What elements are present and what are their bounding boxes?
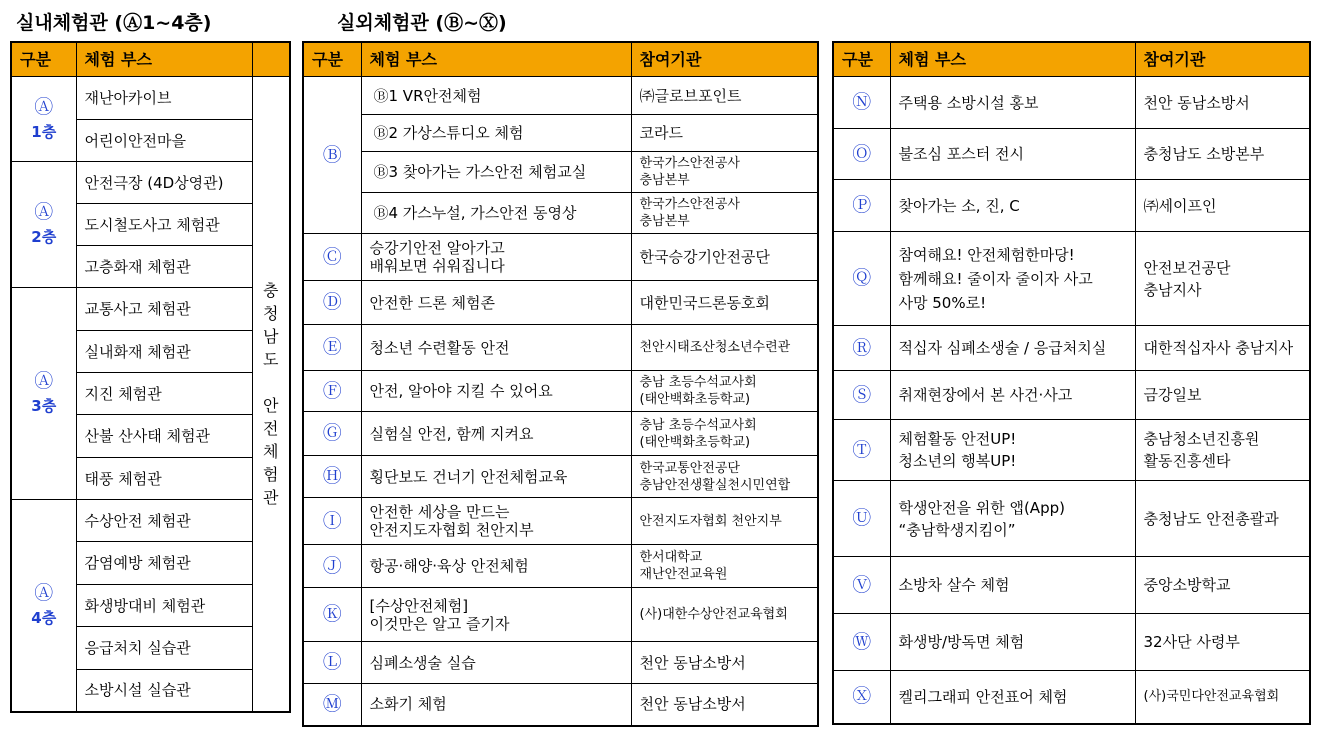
booth-line: 화생방/방독면 체험 <box>898 633 1025 651</box>
category-cell <box>833 420 890 481</box>
booth-name <box>890 232 1135 326</box>
category-cell <box>833 180 890 232</box>
org-line: 코라드 <box>639 124 683 142</box>
booth-row <box>303 77 818 115</box>
booth-name: 지진 체험관 <box>76 373 252 415</box>
org-line: 천안 동남소방서 <box>1143 93 1250 112</box>
booth-name <box>361 371 631 412</box>
org-name <box>631 588 818 642</box>
floor-symbol: Ⓐ <box>34 201 54 223</box>
booth-line: 안전한 세상을 만드는 <box>369 503 510 521</box>
booth-line: 학생안전을 위한 앱(App) <box>898 498 1065 517</box>
booth-row <box>833 371 1310 420</box>
booth-line: 주택용 소방시설 홍보 <box>898 93 1039 112</box>
category-cell <box>833 371 890 420</box>
org-name <box>631 193 818 234</box>
org-char: 청 <box>263 303 279 323</box>
org-line: 천안 동남소방서 <box>639 695 746 714</box>
booth-row <box>11 500 290 542</box>
booth-line: 배워보면 쉬워집니다 <box>369 257 505 275</box>
floor-label: 2층 <box>31 228 57 246</box>
booth-line: 항공·해양·육상 안전체험 <box>369 557 529 575</box>
booth-name <box>890 671 1135 724</box>
booth-name <box>361 588 631 642</box>
header-org <box>252 42 290 77</box>
org-char: 남 <box>263 326 279 346</box>
category-cell <box>833 77 890 129</box>
header-booth: 체험 부스 <box>890 42 1135 77</box>
org-line: 천안 동남소방서 <box>639 653 746 672</box>
org-name <box>1135 129 1310 180</box>
org-name <box>631 412 818 456</box>
booth-name: 실내화재 체험관 <box>76 331 252 373</box>
booth-name: Ⓑ4 가스누설, 가스안전 동영상 <box>361 193 631 234</box>
org-name <box>1135 180 1310 232</box>
org-char: 체 <box>263 441 279 461</box>
booth-name <box>361 545 631 588</box>
booth-row <box>833 232 1310 326</box>
booth-name: 소방시설 실습관 <box>76 670 252 712</box>
booth-line: 이것만은 알고 즐기자 <box>369 614 510 633</box>
booth-row <box>303 371 818 412</box>
category-symbol: Ⓔ <box>322 336 342 358</box>
category-symbol: Ⓠ <box>852 267 872 289</box>
booth-name <box>361 642 631 684</box>
org-name <box>631 371 818 412</box>
booth-row <box>303 498 818 545</box>
booth-name: 화생방대비 체험관 <box>76 585 252 627</box>
booth-line: 소화기 체험 <box>369 695 447 714</box>
org-line: 안전지도자협회 천안지부 <box>639 513 782 529</box>
org-line: 금강일보 <box>1143 386 1202 404</box>
category-cell <box>833 481 890 557</box>
category-symbol: Ⓣ <box>852 438 872 461</box>
booth-name: Ⓑ3 찾아가는 가스안전 체험교실 <box>361 152 631 193</box>
booth-name: 감염예방 체험관 <box>76 542 252 585</box>
category-cell <box>833 557 890 614</box>
booth-row <box>833 671 1310 724</box>
floor-symbol: Ⓐ <box>34 581 54 604</box>
booth-name <box>890 481 1135 557</box>
booth-name <box>890 557 1135 614</box>
category-cell <box>303 456 361 498</box>
booth-row <box>11 288 290 331</box>
org-line: (태안백화초등학교) <box>639 434 751 450</box>
org-name <box>631 115 818 152</box>
org-line: 32사단 사령부 <box>1143 633 1240 651</box>
booth-name <box>361 412 631 456</box>
category-symbol: Ⓛ <box>322 651 342 673</box>
org-name <box>1135 557 1310 614</box>
booth-row <box>303 545 818 588</box>
org-name <box>1135 77 1310 129</box>
booth-row <box>303 152 818 193</box>
booth-name: Ⓑ1 VR안전체험 <box>361 77 631 115</box>
booth-line: 참여해요! 안전체험한마당! <box>898 245 1075 264</box>
category-cell <box>303 588 361 642</box>
category-cell <box>303 412 361 456</box>
org-name <box>631 77 818 115</box>
booth-name: Ⓑ2 가상스튜디오 체험 <box>361 115 631 152</box>
org-char: 험 <box>263 464 279 484</box>
org-name <box>631 684 818 726</box>
floor-label: 3층 <box>31 397 57 415</box>
org-char <box>255 371 288 394</box>
booth-name <box>361 281 631 325</box>
org-line: ㈜글로브포인트 <box>639 86 742 105</box>
floor-symbol: Ⓐ <box>34 370 54 392</box>
booth-name: 산불 산사태 체험관 <box>76 415 252 458</box>
booth-row <box>11 162 290 204</box>
category-symbol: Ⓡ <box>852 336 872 359</box>
booth-row <box>303 412 818 456</box>
indoor-table <box>10 41 291 713</box>
booth-row <box>303 456 818 498</box>
booth-name <box>890 77 1135 129</box>
booth-row <box>303 684 818 726</box>
booth-row <box>303 115 818 152</box>
category-symbol: Ⓙ <box>322 554 342 577</box>
category-symbol: Ⓕ <box>322 379 342 402</box>
booth-row <box>833 420 1310 481</box>
header-org: 참여기관 <box>631 42 818 77</box>
header-category: 구분 <box>303 42 361 77</box>
booth-line: 체험활동 안전UP! <box>898 430 1017 448</box>
booth-line: 소방차 살수 체험 <box>898 576 1010 594</box>
category-symbol: Ⓟ <box>852 194 872 216</box>
booth-row <box>303 588 818 642</box>
category-symbol: Ⓥ <box>852 573 872 596</box>
booth-name <box>361 498 631 545</box>
category-cell <box>303 498 361 545</box>
category-cell <box>303 281 361 325</box>
org-line: (사)대한수상안전교육협회 <box>639 607 788 622</box>
booth-line: 사망 50%로! <box>898 293 987 312</box>
category-symbol: Ⓑ <box>322 143 342 166</box>
booth-line: 안전지도자협회 천안지부 <box>369 521 534 539</box>
org-name <box>631 234 818 281</box>
org-line: 충청남도 소방본부 <box>1143 145 1265 163</box>
category-symbol: Ⓖ <box>322 422 342 444</box>
org-line: 천안시태조산청소년수련관 <box>639 340 791 355</box>
org-name <box>631 281 818 325</box>
booth-row <box>11 77 290 120</box>
org-line: 충남 초등수석교사회 <box>639 417 757 433</box>
org-char: 도 <box>263 349 279 369</box>
category-symbol: Ⓜ <box>322 692 342 715</box>
org-line: 충남안전생활실천시민연합 <box>639 477 791 493</box>
booth-name: 태풍 체험관 <box>76 458 252 500</box>
category-cell <box>833 671 890 724</box>
org-line: 충남지사 <box>1143 280 1202 299</box>
org-line: 한국가스안전공사 <box>639 197 740 212</box>
outdoor-right-header-row <box>833 42 1310 77</box>
org-char: 관 <box>263 487 279 507</box>
floor-cell <box>11 77 76 162</box>
booth-line: 불조심 포스터 전시 <box>898 145 1024 163</box>
booth-row <box>303 325 818 371</box>
booth-name: 수상안전 체험관 <box>76 500 252 542</box>
category-symbol: Ⓘ <box>322 509 342 532</box>
booth-line: [수상안전체험] <box>369 596 469 615</box>
booth-line: 취재현장에서 본 사건·사고 <box>898 386 1073 404</box>
category-cell <box>303 371 361 412</box>
booth-name <box>361 234 631 281</box>
org-name <box>631 642 818 684</box>
org-line: 충청남도 안전총괄과 <box>1143 509 1279 528</box>
booth-line: 횡단보도 건너기 안전체험교육 <box>369 467 568 486</box>
booth-row <box>833 77 1310 129</box>
outdoor-right-table <box>832 41 1311 725</box>
category-symbol: Ⓧ <box>852 685 872 708</box>
outdoor-title: 실외체험관 (Ⓑ~Ⓧ) <box>337 12 507 34</box>
booth-line: 청소년의 행복UP! <box>898 452 1017 470</box>
org-name <box>1135 232 1310 326</box>
header-category: 구분 <box>11 42 76 77</box>
booth-row <box>833 614 1310 671</box>
org-line: 한국승강기안전공단 <box>639 248 770 266</box>
org-line: 충남본부 <box>639 214 690 229</box>
category-cell <box>303 77 361 234</box>
org-name <box>1135 614 1310 671</box>
booth-name <box>890 129 1135 180</box>
booth-name: 교통사고 체험관 <box>76 288 252 331</box>
org-line: 재난안전교육원 <box>639 567 728 582</box>
booth-line: 실험실 안전, 함께 지켜요 <box>369 424 534 443</box>
floor-symbol: Ⓐ <box>34 95 54 118</box>
booth-name <box>890 371 1135 420</box>
outdoor-left-header-row <box>303 42 818 77</box>
booth-line: 안전, 알아야 지킬 수 있어요 <box>369 382 553 400</box>
org-line: 중앙소방학교 <box>1143 576 1231 594</box>
booth-line: 청소년 수련활동 안전 <box>369 338 510 357</box>
floor-cell <box>11 500 76 712</box>
booth-name <box>361 456 631 498</box>
org-name <box>1135 326 1310 371</box>
booth-row <box>833 326 1310 371</box>
floor-cell <box>11 162 76 288</box>
booth-name: 재난아카이브 <box>76 77 252 120</box>
category-cell <box>833 614 890 671</box>
org-line: 충남 초등수석교사회 <box>639 375 757 390</box>
category-cell <box>833 232 890 326</box>
category-cell <box>303 642 361 684</box>
booth-name: 응급처치 실습관 <box>76 627 252 670</box>
category-cell <box>303 545 361 588</box>
category-cell <box>833 129 890 180</box>
category-symbol: Ⓦ <box>852 630 872 653</box>
org-name <box>1135 481 1310 557</box>
booth-line: 켈리그래피 안전표어 체험 <box>898 687 1068 706</box>
booth-row <box>303 234 818 281</box>
org-line: 충남청소년진흥원 <box>1143 430 1260 448</box>
booth-name <box>361 684 631 726</box>
booth-row <box>833 129 1310 180</box>
floor-label: 1층 <box>31 122 57 141</box>
booth-line: 심폐소생술 실습 <box>369 653 476 672</box>
org-line: 한국교통안전공단 <box>639 460 740 476</box>
floor-cell <box>11 288 76 500</box>
org-char: 안 <box>263 395 279 415</box>
booth-line: 찾아가는 소, 진, C <box>898 196 1020 215</box>
booth-row <box>833 481 1310 557</box>
org-name <box>1135 371 1310 420</box>
header-booth: 체험 부스 <box>361 42 631 77</box>
category-symbol: Ⓞ <box>852 142 872 165</box>
booth-row <box>303 193 818 234</box>
booth-name: 어린이안전마을 <box>76 120 252 162</box>
org-char: 충 <box>263 280 279 300</box>
booth-name <box>890 326 1135 371</box>
org-name <box>631 325 818 371</box>
org-name <box>631 498 818 545</box>
category-cell <box>303 325 361 371</box>
booth-name <box>890 420 1135 481</box>
outdoor-left-table <box>302 41 819 727</box>
category-cell <box>303 684 361 726</box>
org-name <box>631 152 818 193</box>
header-booth: 체험 부스 <box>76 42 252 77</box>
booth-row <box>833 557 1310 614</box>
booth-line: 안전한 드론 체험존 <box>369 293 495 312</box>
booth-name <box>890 180 1135 232</box>
org-line: 활동진흥센타 <box>1143 452 1231 470</box>
booth-row <box>303 281 818 325</box>
org-name <box>631 456 818 498</box>
booth-line: “충남학생지킴이” <box>898 520 1016 539</box>
booth-name: 고층화재 체험관 <box>76 246 252 288</box>
booth-name <box>890 614 1135 671</box>
org-name <box>1135 671 1310 724</box>
booth-line: 함께해요! 줄이자 줄이자 사고 <box>898 269 1093 288</box>
category-symbol: Ⓓ <box>322 291 342 313</box>
org-line: (사)국민다안전교육협회 <box>1143 688 1280 704</box>
booth-row <box>303 642 818 684</box>
category-cell <box>303 234 361 281</box>
org-line: 안전보건공단 <box>1143 258 1231 277</box>
booth-line: 승강기안전 알아가고 <box>369 239 505 257</box>
org-line: (태안백화초등학교) <box>639 392 751 407</box>
indoor-org-vertical <box>252 77 290 712</box>
indoor-header-row <box>11 42 290 77</box>
org-name <box>1135 420 1310 481</box>
header-category: 구분 <box>833 42 890 77</box>
booth-name: 안전극장 (4D상영관) <box>76 162 252 204</box>
category-symbol: Ⓒ <box>322 245 342 268</box>
category-symbol: Ⓚ <box>322 603 342 625</box>
booth-name: 도시철도사고 체험관 <box>76 204 252 246</box>
org-line: ㈜세이프인 <box>1143 196 1217 215</box>
category-cell <box>833 326 890 371</box>
org-char: 전 <box>263 418 279 438</box>
org-line: 충남본부 <box>639 173 690 188</box>
booth-row <box>833 180 1310 232</box>
booth-line: 적십자 심폐소생술 / 응급처치실 <box>898 339 1107 357</box>
org-line: 한국가스안전공사 <box>639 156 740 171</box>
header-org: 참여기관 <box>1135 42 1310 77</box>
category-symbol: Ⓤ <box>852 507 872 529</box>
floor-label: 4층 <box>31 608 57 627</box>
indoor-title: 실내체험관 (Ⓐ1~4층) <box>16 12 212 34</box>
org-line: 대한적십자사 충남지사 <box>1143 339 1294 357</box>
booth-name <box>361 325 631 371</box>
category-symbol: Ⓢ <box>852 383 872 406</box>
org-line: 대한민국드론동호회 <box>639 293 770 312</box>
category-symbol: Ⓝ <box>852 91 872 113</box>
org-name <box>631 545 818 588</box>
org-line: 한서대학교 <box>639 550 703 565</box>
category-symbol: Ⓗ <box>322 465 342 487</box>
